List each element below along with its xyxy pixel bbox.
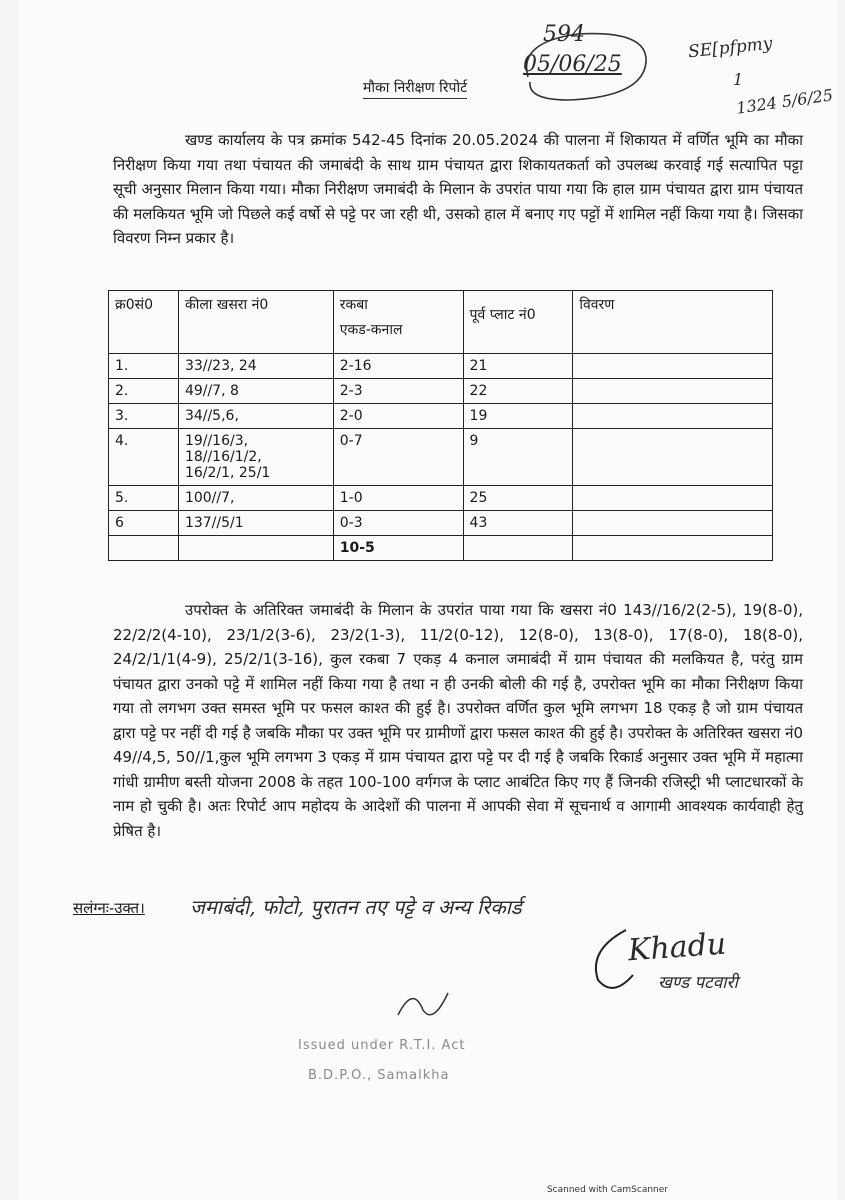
header-area xyxy=(333,291,463,354)
khasra-line: 18//16/1/2, xyxy=(184,449,262,465)
enclosure-label: सलंग्नः-उक्त। xyxy=(73,899,145,917)
cell-area: 2-3 xyxy=(333,379,463,404)
report-title: मौका निरीक्षण रिपोर्ट xyxy=(363,78,467,99)
khasra-line: 137//5/1 xyxy=(184,515,244,531)
cell-empty xyxy=(109,536,179,561)
header-area-line1: रकबा xyxy=(339,297,368,313)
cell-sno: 5. xyxy=(109,486,179,511)
cell-khasra xyxy=(178,379,333,404)
cell-area: 2-16 xyxy=(333,354,463,379)
khasra-line: 33//23, 24 xyxy=(184,358,257,374)
khasra-line: 100//7, xyxy=(184,490,235,506)
khasra-line: 34//5,6, xyxy=(184,408,239,424)
cell-plot: 21 xyxy=(463,354,573,379)
cell-plot: 22 xyxy=(463,379,573,404)
header-area-line2: एकड-कनाल xyxy=(339,322,403,338)
table-row xyxy=(109,354,773,379)
cell-plot: 25 xyxy=(463,486,573,511)
cell-details xyxy=(573,404,773,429)
cell-area: 1-0 xyxy=(333,486,463,511)
faded-stamp-line1: Issued under R.T.I. Act xyxy=(298,1038,466,1053)
stamp-date: 05/06/25 xyxy=(523,52,622,77)
cell-empty xyxy=(573,536,773,561)
cell-plot: 9 xyxy=(463,429,573,486)
cell-sno: 3. xyxy=(109,404,179,429)
cell-area: 0-7 xyxy=(333,429,463,486)
signature-designation: खण्ड पटवारी xyxy=(658,973,738,993)
cell-details xyxy=(573,429,773,486)
cell-khasra xyxy=(178,429,333,486)
header-plot: पूर्व प्लाट नं0 xyxy=(463,291,573,354)
cell-khasra xyxy=(178,486,333,511)
cell-details xyxy=(573,379,773,404)
land-table xyxy=(108,290,773,561)
marginal-note-line2: 1 xyxy=(733,70,744,89)
cell-sno: 2. xyxy=(109,379,179,404)
cell-details xyxy=(573,511,773,536)
paragraph-2: उपरोक्त के अतिरिक्त जमाबंदी के मिलान के उपरांत पाया गया कि खसरा नं0 143//16/2(2-5), 19(8-0), 22/2/2(4-10), 23/1/2(3-6), 23/2(1-3), 11/2(0-12), 12(8-0), 13(8-0), 17(8-0), 18(8-0), 24/2/1/1(4-9), 25/2/1(3-16), कुल रकबा 7 एकड़ 4 कनाल जमाबंदी में ग्राम पंचायत की मलकियत है, परंतु ग्राम पंचायत द्वारा उनको पट्टे में शामिल नहीं किया गया है तथा न ही उनकी बोली की गई है, उपरोक्त भूमि का मौका निरीक्षण किया गया तो लगभग उक्त समस्त भूमि पर फसल काश्त की हुई है। उपरोक्त वर्णित कुल भूमि लगभग 18 एकड़ है जो ग्राम पंचायत द्वारा पट्टे पर नहीं दी गई है जबकि मौका पर उक्त भूमि पर ग्रामीणों द्वारा फसल काश्त की हुई है। उपरोक्त के अतिरिक्त खसरा नं0 49//4,5, 50//1,कुल भूमि लगभग 3 एकड़ में ग्राम पंचायत द्वारा पट्टे पर दी गई है जबकि रिकार्ड अनुसार उक्त भूमि में महात्मा गांधी ग्रामीण बस्ती योजना 2008 के तहत 100-100 वर्गगज के प्लाट आबंटित किए गए हैं जिनकी रजिस्ट्री भी प्लाटधारकों के नाम हो चुकी है। अतः रिपोर्ट आप महोदय के आदेशों की पालना में आपकी सेवा में सूचनार्थ व आगामी आवश्यक कार्यवाही हेतु प्रेषित है। xyxy=(113,601,803,840)
table-header-row xyxy=(109,291,773,354)
khasra-line: 49//7, 8 xyxy=(184,383,239,399)
khasra-line: 19//16/3, xyxy=(184,433,249,449)
khasra-line: 16/2/1, 25/1 xyxy=(184,465,271,481)
cell-area: 2-0 xyxy=(333,404,463,429)
marginal-note-line3: 1324 5/6/25 xyxy=(735,85,835,118)
faded-stamp-line2: B.D.P.O., Samalkha xyxy=(308,1068,450,1083)
scanner-watermark: Scanned with CamScanner xyxy=(546,1185,668,1195)
table-row xyxy=(109,429,773,486)
cell-sno: 4. xyxy=(109,429,179,486)
cell-plot: 19 xyxy=(463,404,573,429)
cell-plot: 43 xyxy=(463,511,573,536)
header-details: विवरण xyxy=(573,291,773,354)
table-row xyxy=(109,511,773,536)
table-row xyxy=(109,404,773,429)
cell-sno: 1. xyxy=(109,354,179,379)
cell-empty xyxy=(178,536,333,561)
table-row xyxy=(109,379,773,404)
header-khasra: कीला खसरा नं0 xyxy=(178,291,333,354)
enclosure-handwritten: जमाबंदी, फोटो, पुरातन तए पट्टे व अन्य रिकार्ड xyxy=(190,895,522,919)
marginal-note-line1: SE[pfpmy xyxy=(687,33,774,63)
cell-sno: 6 xyxy=(109,511,179,536)
cell-details xyxy=(573,486,773,511)
document-page xyxy=(18,0,838,1200)
cell-khasra xyxy=(178,511,333,536)
cell-total: 10-5 xyxy=(333,536,463,561)
cell-khasra xyxy=(178,354,333,379)
header-sno: क्र0सं0 xyxy=(109,291,179,354)
signature-name: Khadu xyxy=(626,926,728,969)
cell-details xyxy=(573,354,773,379)
cell-area: 0-3 xyxy=(333,511,463,536)
table-total-row xyxy=(109,536,773,561)
stamp-number: 594 xyxy=(543,22,585,47)
cell-empty xyxy=(463,536,573,561)
cell-khasra xyxy=(178,404,333,429)
paragraph-1: खण्ड कार्यालय के पत्र क्रमांक 542-45 दिनांक 20.05.2024 की पालना में शिकायत में वर्णित भूमि का मौका निरीक्षण किया गया तथा पंचायत की जमाबंदी के साथ ग्राम पंचायत द्वारा शिकायतकर्ता को उपलब्ध करवाई गई सत्यापित पट्टा सूची अनुसार मिलान किया गया। मौका निरीक्षण जमाबंदी के मिलान के उपरांत पाया गया कि हाल ग्राम पंचायत द्वारा ग्राम पंचायत की मलकियत भूमि जो पिछले कई वर्षो से पट्टे पर जा रही थी, उसको हाल में बनाए गए पट्टों में शामिल नहीं किया गया है। जिसका विवरण निम्न प्रकार है। xyxy=(113,131,803,247)
table-row xyxy=(109,486,773,511)
faded-initials xyxy=(393,985,453,1025)
